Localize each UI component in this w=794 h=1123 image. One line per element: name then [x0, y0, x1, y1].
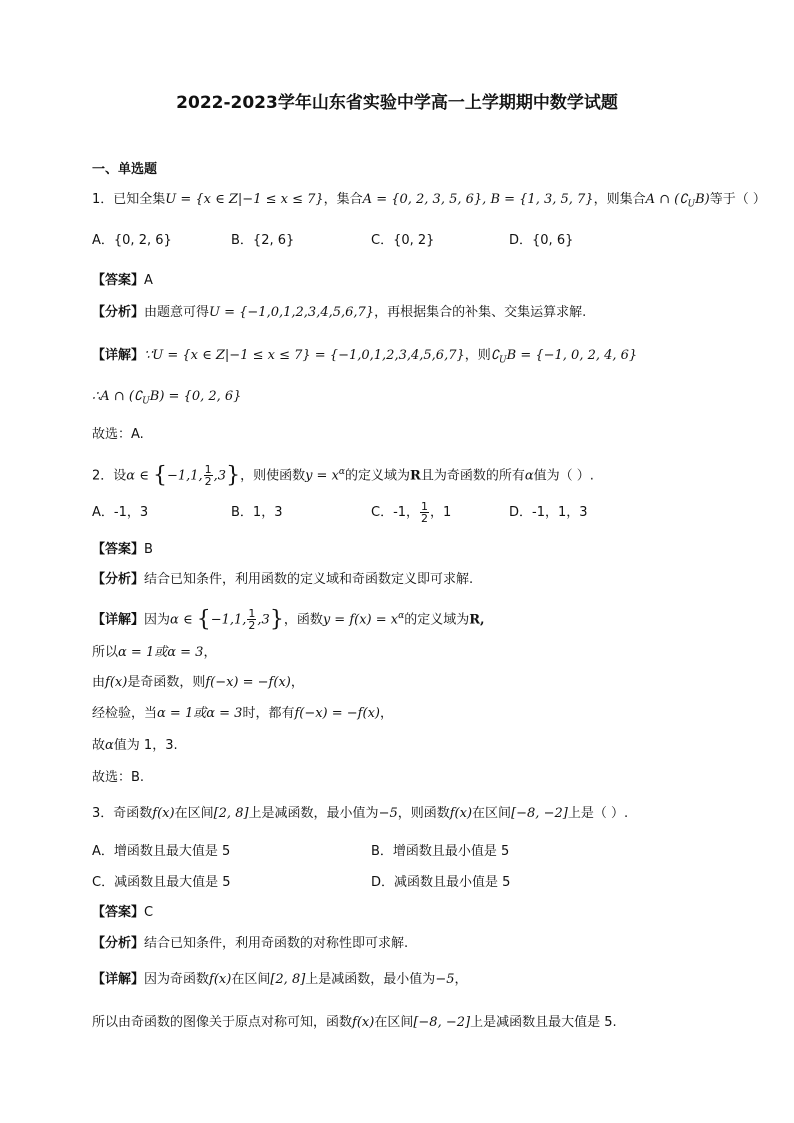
- question-1-option-b: B．{2, 6}: [231, 233, 295, 248]
- question-1-answer: 【答案】A: [92, 273, 153, 288]
- question-2-analysis: 【分析】结合已知条件，利用函数的定义域和奇函数定义即可求解.: [92, 572, 474, 587]
- question-2-detail-line-3: 经检验，当α = 1或α = 3时，都有f(−x) = −f(x)，: [92, 706, 393, 721]
- section-heading: 一、单选题: [92, 162, 158, 177]
- question-2-detail-line-4: 故α值为 1，3.: [92, 738, 178, 753]
- question-1-option-a: A．{0, 2, 6}: [92, 233, 172, 248]
- question-2-option-b: B．1，3: [231, 505, 283, 520]
- question-1-option-d: D．{0, 6}: [509, 233, 574, 248]
- question-2-option-a: A．-1，3: [92, 505, 149, 520]
- question-3-option-d: D．减函数且最小值是 5: [371, 875, 511, 890]
- question-2-answer: 【答案】B: [92, 542, 153, 557]
- question-3-detail: 【详解】因为奇函数f(x)在区间[2, 8]上是减函数，最小值为−5，: [92, 972, 468, 987]
- question-3-option-b: B．增函数且最小值是 5: [371, 844, 510, 859]
- question-3-analysis: 【分析】结合已知条件，利用奇函数的对称性即可求解.: [92, 936, 409, 951]
- question-1-analysis: 【分析】由题意可得U = {−1,0,1,2,3,4,5,6,7}，再根据集合的补集、交集运算求解.: [92, 305, 587, 320]
- question-2-option-d: D．-1，1，3: [509, 505, 588, 520]
- question-2-detail: 【详解】因为α ∈ {−1,1, $\frac{1}{2}$ ,3}，函数$y = f(x) = x^\alpha$的定义域为R,: [92, 606, 485, 633]
- question-1-option-c: C．{0, 2}: [371, 233, 435, 248]
- question-3-answer: 【答案】C: [92, 905, 154, 920]
- fraction-one-half: $\frac{1}{2}$: [204, 463, 212, 489]
- question-1-choice: 故选：A.: [92, 427, 144, 442]
- question-1-stem: 1．已知全集U = {x ∈ Z|−1 ≤ x ≤ 7}，集合A = {0, 2, 3, 5, 6}, B = {1, 3, 5, 7}，则集合A ∩ $(∁_UB)$等于（ ）: [92, 192, 766, 210]
- question-3-option-a: A．增函数且最大值是 5: [92, 844, 231, 859]
- question-3-detail-line-1: 所以由奇函数的图像关于原点对称可知，函数f(x)在区间[−8, −2]上是减函数且最大值是 5.: [92, 1015, 617, 1030]
- question-1-detail: 【详解】∵U = {x ∈ Z|−1 ≤ x ≤ 7} = {−1,0,1,2,3,4,5,6,7}，则$∁_UB = \{-1$, 0, 2, 4, 6}: [92, 348, 638, 366]
- question-2-detail-line-2: 由f(x)是奇函数，则f(−x) = −f(x)，: [92, 675, 304, 690]
- question-3-option-c: C．减函数且最大值是 5: [92, 875, 231, 890]
- page-title: 2022-2023学年山东省实验中学高一上学期期中数学试题: [176, 93, 618, 113]
- question-2-stem: 2．设α ∈ {−1,1, $\frac{1}{2}$ ,3}，则使函数$y = x^\alpha$的定义域为R且为奇函数的所有α值为（ ）.: [92, 462, 594, 489]
- question-2-detail-line-1: 所以α = 1或α = 3，: [92, 645, 217, 660]
- question-1-detail-result: ∴A ∩ $(∁_UB) = \{0$, 2, 6}: [92, 389, 242, 407]
- question-3-stem: 3．奇函数f(x)在区间[2, 8]上是减函数，最小值为−5，则函数f(x)在区间[−8, −2]上是（ ）.: [92, 806, 629, 821]
- question-2-option-c: C．-1， $\frac{1}{2}$ ，1: [371, 500, 452, 525]
- question-2-choice: 故选：B.: [92, 770, 145, 785]
